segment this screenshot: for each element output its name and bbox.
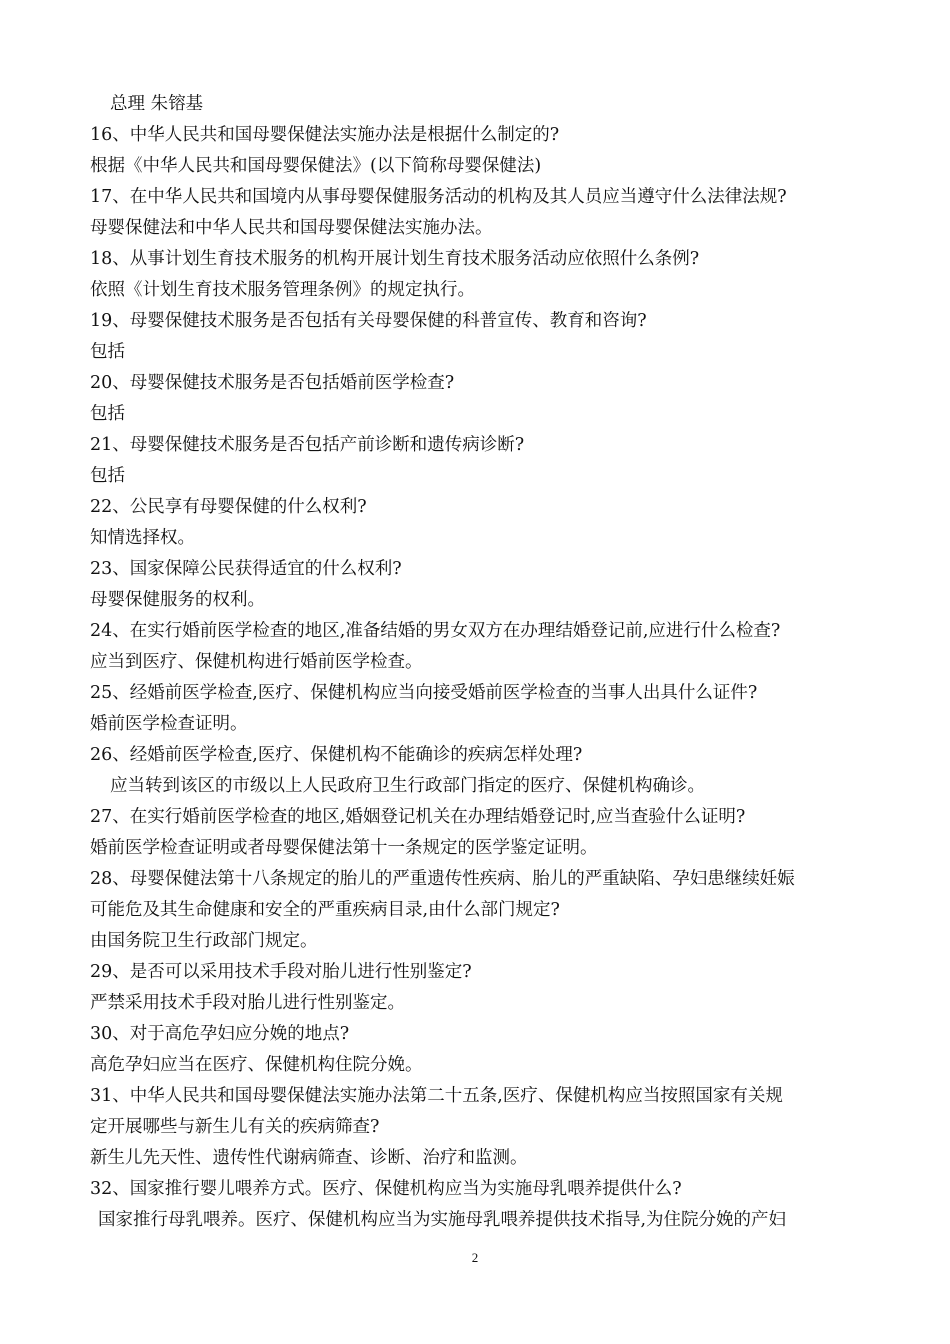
question-17: 17、在中华人民共和国境内从事母婴保健服务活动的机构及其人员应当遵守什么法律法规? — [90, 187, 787, 207]
question-20: 20、母婴保健技术服务是否包括婚前医学检查? — [90, 373, 455, 393]
question-28-line-2: 可能危及其生命健康和安全的严重疾病目录,由什么部门规定? — [90, 900, 560, 920]
answer-22: 知情选择权。 — [90, 528, 195, 548]
question-24: 24、在实行婚前医学检查的地区,准备结婚的男女双方在办理结婚登记前,应进行什么检查? — [90, 621, 781, 641]
answer-17: 母婴保健法和中华人民共和国母婴保健法实施办法。 — [90, 218, 493, 238]
document-body — [90, 89, 870, 1236]
question-18: 18、从事计划生育技术服务的机构开展计划生育技术服务活动应依照什么条例? — [90, 249, 700, 269]
question-27: 27、在实行婚前医学检查的地区,婚姻登记机关在办理结婚登记时,应当查验什么证明? — [90, 807, 746, 827]
answer-29: 严禁采用技术手段对胎儿进行性别鉴定。 — [90, 993, 405, 1013]
answer-27: 婚前医学检查证明或者母婴保健法第十一条规定的医学鉴定证明。 — [90, 838, 598, 858]
question-26: 26、经婚前医学检查,医疗、保健机构不能确诊的疾病怎样处理? — [90, 745, 583, 765]
answer-24: 应当到医疗、保健机构进行婚前医学检查。 — [90, 652, 423, 672]
answer-30: 高危孕妇应当在医疗、保健机构住院分娩。 — [90, 1055, 423, 1075]
question-25: 25、经婚前医学检查,医疗、保健机构应当向接受婚前医学检查的当事人出具什么证件? — [90, 683, 758, 703]
answer-28: 由国务院卫生行政部门规定。 — [90, 931, 318, 951]
question-22: 22、公民享有母婴保健的什么权利? — [90, 497, 367, 517]
answer-23: 母婴保健服务的权利。 — [90, 590, 265, 610]
answer-21: 包括 — [90, 466, 125, 486]
question-16: 16、中华人民共和国母婴保健法实施办法是根据什么制定的? — [90, 125, 560, 145]
question-23: 23、国家保障公民获得适宜的什么权利? — [90, 559, 402, 579]
page-number: 2 — [471, 1250, 479, 1265]
answer-18: 依照《计划生育技术服务管理条例》的规定执行。 — [90, 280, 475, 300]
question-31-line-1: 31、中华人民共和国母婴保健法实施办法第二十五条,医疗、保健机构应当按照国家有关规 — [90, 1086, 783, 1106]
question-21: 21、母婴保健技术服务是否包括产前诊断和遗传病诊断? — [90, 435, 525, 455]
question-32: 32、国家推行婴儿喂养方式。医疗、保健机构应当为实施母乳喂养提供什么? — [90, 1179, 682, 1199]
answer-26: 应当转到该区的市级以上人民政府卫生行政部门指定的医疗、保健机构确诊。 — [110, 776, 705, 796]
answer-31: 新生儿先天性、遗传性代谢病筛查、诊断、治疗和监测。 — [90, 1148, 528, 1168]
answer-16: 根据《中华人民共和国母婴保健法》(以下简称母婴保健法) — [90, 156, 542, 176]
answer-32: 国家推行母乳喂养。医疗、保健机构应当为实施母乳喂养提供技术指导,为住院分娩的产妇 — [98, 1210, 787, 1230]
answer-25: 婚前医学检查证明。 — [90, 714, 248, 734]
question-31-line-2: 定开展哪些与新生儿有关的疾病筛查? — [90, 1117, 380, 1137]
answer-20: 包括 — [90, 404, 125, 424]
question-28-line-1: 28、母婴保健法第十八条规定的胎儿的严重遗传性疾病、胎儿的严重缺陷、孕妇患继续妊娠 — [90, 869, 795, 889]
question-30: 30、对于高危孕妇应分娩的地点? — [90, 1024, 350, 1044]
signature-line: 总理 朱镕基 — [110, 94, 204, 114]
question-19: 19、母婴保健技术服务是否包括有关母婴保健的科普宣传、教育和咨询? — [90, 311, 647, 331]
question-29: 29、是否可以采用技术手段对胎儿进行性别鉴定? — [90, 962, 472, 982]
answer-19: 包括 — [90, 342, 125, 362]
